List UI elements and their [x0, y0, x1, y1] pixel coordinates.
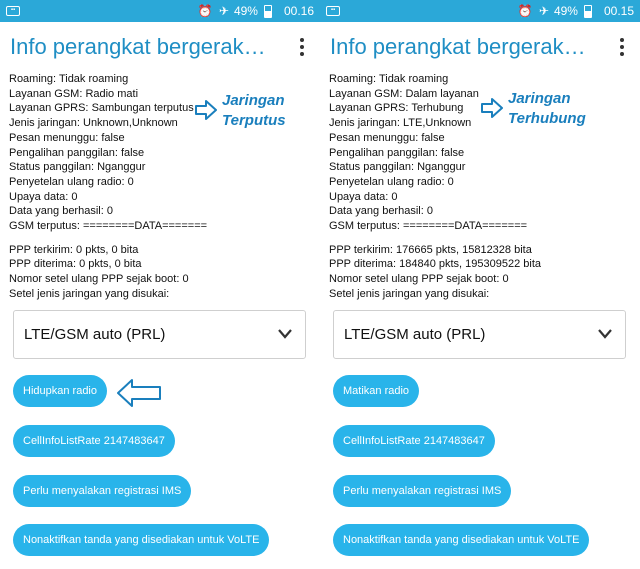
airplane-icon: ✈: [218, 4, 229, 18]
clock: 00.16: [283, 4, 314, 18]
status-bar: [320, 0, 640, 22]
radio-toggle-button[interactable]: Hidupkan radio: [13, 375, 107, 407]
info-row: Upaya data: 0: [329, 190, 398, 203]
info-row: Roaming: Tidak roaming: [9, 73, 129, 85]
info-row: Penyetelan ulang radio: 0: [329, 175, 454, 188]
network-type-select[interactable]: LTE/GSM auto (PRL): [13, 310, 306, 359]
info-row: Upaya data: 0: [9, 190, 78, 203]
info-row: Layanan GPRS: Terhubung: [329, 102, 464, 115]
battery-icon: [584, 5, 592, 18]
page-title: Info perangkat bergerak…: [10, 34, 266, 59]
app-bar: [320, 22, 640, 72]
chevron-down-icon: [597, 328, 613, 340]
overflow-menu-icon[interactable]: [614, 35, 630, 59]
alarm-icon: ⏰: [517, 4, 533, 18]
network-type-select[interactable]: LTE/GSM auto (PRL): [333, 310, 626, 359]
info-row: Pengalihan panggilan: false: [9, 146, 145, 159]
right-screen: [320, 0, 640, 569]
info-row: Pesan menunggu: false: [329, 131, 445, 144]
info-row: Roaming: Tidak roaming: [329, 73, 449, 85]
ims-registration-button[interactable]: Perlu menyalakan registrasi IMS: [333, 475, 511, 507]
info-row: Nomor setel ulang PPP sejak boot: 0: [329, 273, 509, 286]
volte-flag-button[interactable]: Nonaktifkan tanda yang disediakan untuk VoLTE: [333, 524, 589, 556]
info-row: Jenis jaringan: Unknown,Unknown: [9, 117, 178, 130]
radio-toggle-button[interactable]: Matikan radio: [333, 375, 419, 407]
message-icon: ▪▪: [6, 6, 20, 16]
info-row: Setel jenis jaringan yang disukai:: [329, 287, 490, 300]
info-row: Penyetelan ulang radio: 0: [9, 175, 134, 188]
info-row: Layanan GSM: Dalam layanan: [329, 87, 479, 100]
info-row: Jenis jaringan: LTE,Unknown: [329, 117, 472, 130]
battery-percent: 49%: [233, 4, 258, 18]
volte-flag-button[interactable]: Nonaktifkan tanda yang disediakan untuk VoLTE: [13, 524, 269, 556]
message-icon: ▪▪: [326, 6, 340, 16]
overflow-menu-icon[interactable]: [294, 35, 310, 59]
info-row: Layanan GSM: Radio mati: [9, 87, 139, 100]
status-bar: [0, 0, 320, 22]
info-row: Layanan GPRS: Sambungan terputus: [9, 102, 194, 115]
info-row: PPP terkirim: 176665 pkts, 15812328 bita: [329, 243, 532, 256]
battery-icon: [264, 5, 272, 18]
clock: 00.15: [603, 4, 634, 18]
info-row: Pengalihan panggilan: false: [329, 146, 465, 159]
info-row: PPP terkirim: 0 pkts, 0 bita: [9, 243, 139, 256]
app-bar: [0, 22, 320, 72]
ims-registration-button[interactable]: Perlu menyalakan registrasi IMS: [13, 475, 191, 507]
airplane-icon: ✈: [538, 4, 549, 18]
annotation-label: Jaringan Terputus: [222, 92, 286, 129]
battery-percent: 49%: [553, 4, 578, 18]
info-row: GSM terputus: ========DATA=======: [329, 220, 528, 233]
info-row: Setel jenis jaringan yang disukai:: [9, 287, 170, 300]
info-row: Data yang berhasil: 0: [9, 205, 113, 218]
arrow-left-icon: [116, 378, 162, 408]
alarm-icon: ⏰: [197, 4, 213, 18]
annotation-label: Jaringan Terhubung: [508, 90, 586, 127]
info-row: GSM terputus: ========DATA=======: [9, 220, 208, 233]
info-row: Nomor setel ulang PPP sejak boot: 0: [9, 273, 189, 286]
info-row: Data yang berhasil: 0: [329, 205, 433, 218]
info-row: Status panggilan: Nganggur: [329, 161, 466, 174]
arrow-right-icon: [194, 100, 218, 120]
cellinfo-rate-button[interactable]: CellInfoListRate 2147483647: [13, 425, 175, 457]
info-row: PPP diterima: 184840 pkts, 195309522 bita: [329, 258, 542, 271]
arrow-right-icon: [480, 98, 504, 118]
chevron-down-icon: [277, 328, 293, 340]
cellinfo-rate-button[interactable]: CellInfoListRate 2147483647: [333, 425, 495, 457]
info-row: Pesan menunggu: false: [9, 131, 125, 144]
info-row: Status panggilan: Nganggur: [9, 161, 146, 174]
info-row: PPP diterima: 0 pkts, 0 bita: [9, 258, 142, 271]
page-title: Info perangkat bergerak…: [330, 34, 586, 59]
